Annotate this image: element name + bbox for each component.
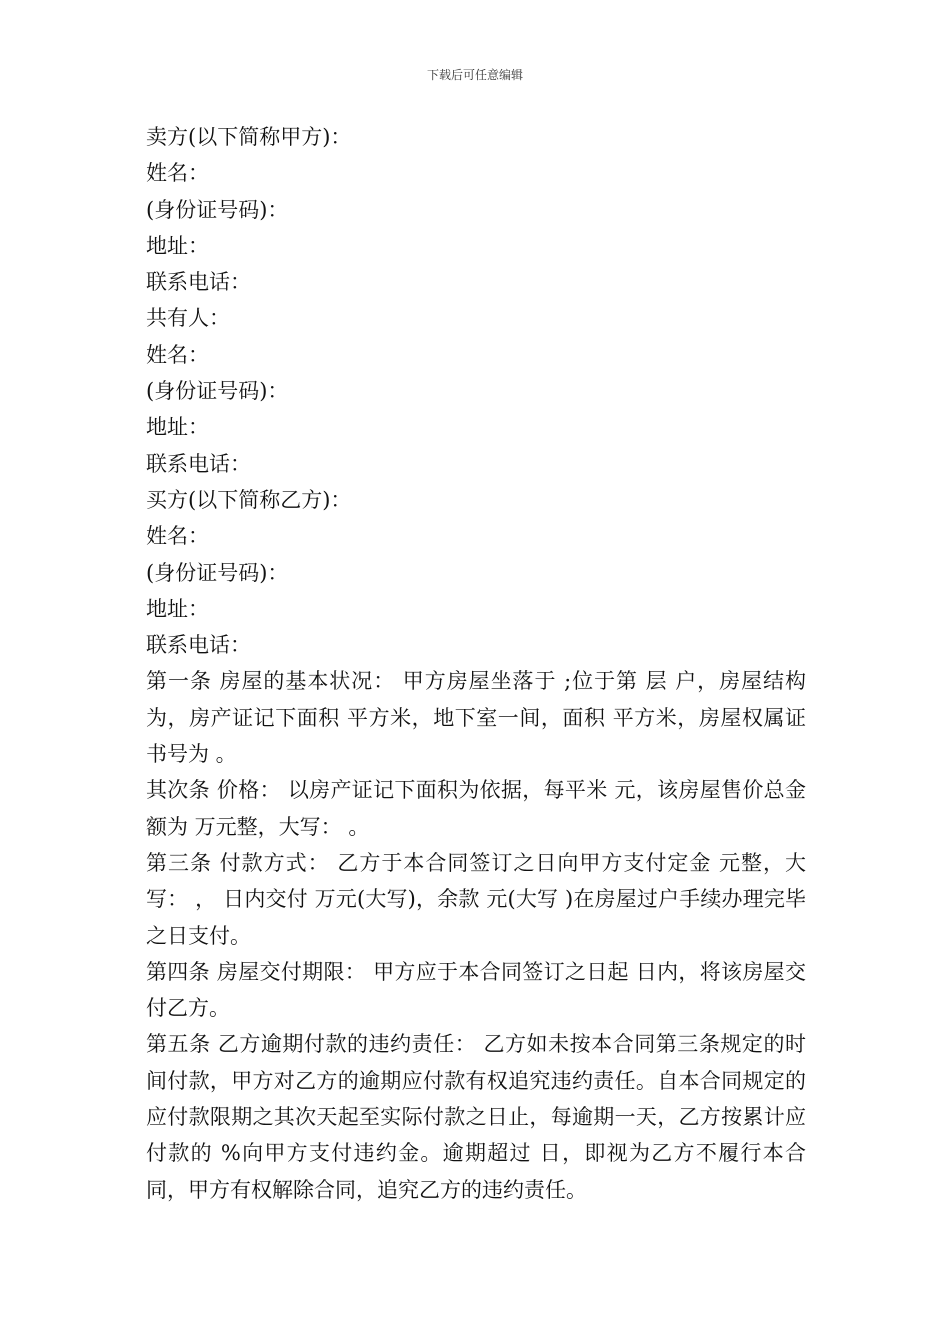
buyer-phone-label: 联系电话：	[146, 633, 251, 658]
co-owner-phone-label: 联系电话：	[146, 451, 251, 476]
co-owner-heading: 共有人：	[146, 306, 230, 331]
article-2-price: 其次条 价格： 以房产证记下面积为依据，每平米 元，该房屋售价总金额为 万元整，大写： 。	[146, 778, 806, 839]
seller-id-label: (身份证号码)：	[146, 197, 289, 222]
seller-heading: 卖方(以下简称甲方)：	[146, 125, 352, 149]
article-3-payment: 第三条 付款方式： 乙方于本合同签订之日向甲方支付定金 元整，大写： ， 日内交付 万元(大写)，余款 元(大写 )在房屋过户手续办理完毕之日支付。	[146, 850, 806, 948]
page-header: 下载后可任意编辑	[426, 68, 523, 82]
buyer-heading: 买方(以下简称乙方)：	[146, 487, 352, 512]
article-4-delivery: 第四条 房屋交付期限： 甲方应于本合同签订之日起 日内，将该房屋交付乙方。	[146, 959, 806, 1021]
document-body	[146, 119, 806, 1208]
co-owner-address-label: 地址：	[146, 415, 209, 440]
seller-address-label: 地址：	[146, 233, 209, 258]
article-5-late-payment: 第五条 乙方逾期付款的违约责任： 乙方如未按本合同第三条规定的时间付款，甲方对乙方的逾期应付款有权追究违约责任。自本合同规定的应付款限期之其次天起至实际付款之日止，每逾期一天，乙方按累计应付款的 %向甲方支付违约金。逾期超过 日，即视为乙方不履行本合同，甲方有权解除合同，追究乙方的违约责任。	[146, 1032, 806, 1202]
article-1-property-status: 第一条 房屋的基本状况： 甲方房屋坐落于 ;位于第 层 户，房屋结构为，房产证记下面积 平方米，地下室一间，面积 平方米，房屋权属证书号为 。	[146, 669, 806, 767]
seller-phone-label: 联系电话：	[146, 270, 251, 295]
buyer-address-label: 地址：	[146, 596, 209, 621]
seller-name-label: 姓名：	[146, 161, 209, 186]
co-owner-name-label: 姓名：	[146, 342, 209, 367]
co-owner-id-label: (身份证号码)：	[146, 379, 289, 404]
buyer-name-label: 姓名：	[146, 524, 209, 549]
buyer-id-label: (身份证号码)：	[146, 560, 289, 585]
